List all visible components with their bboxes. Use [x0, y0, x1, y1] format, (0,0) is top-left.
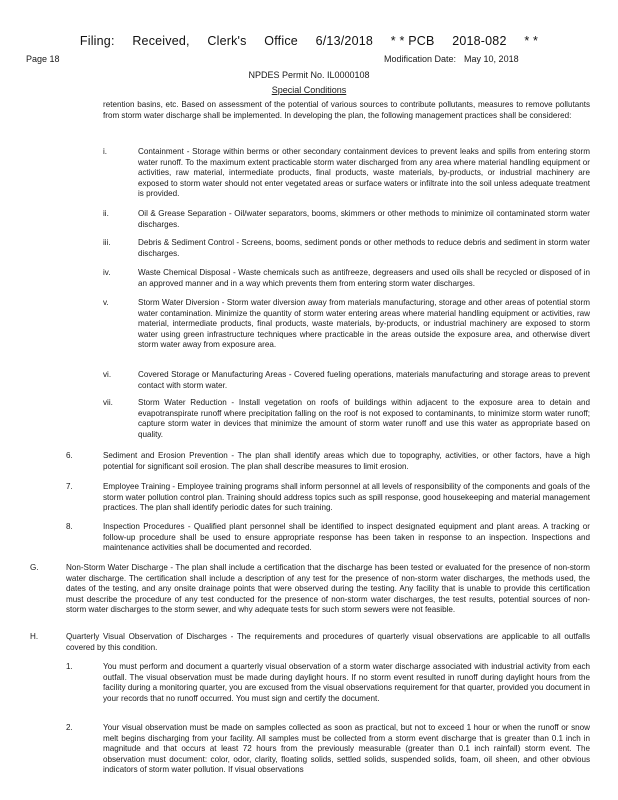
- section-g-letter: G.: [30, 563, 39, 572]
- item-iv-text: Waste Chemical Disposal - Waste chemicals such as antifreeze, degreasers and used oils shall be recycled or disposed of in an approved manner and in a way which prevents them from entering storm water discharges.: [138, 268, 590, 288]
- h-item-2-number: 2.: [66, 723, 73, 732]
- item-7-text: Employee Training - Employee training programs shall inform personnel at all levels of responsibility of the components and goals of the storm water pollution control plan. Training should address topics such as spill response, good housekeeping and material management practices. The plan shall identify periodic dates for such training.: [103, 482, 590, 513]
- page-number: Page 18: [26, 54, 60, 64]
- item-i-text: Containment - Storage within berms or other secondary containment devices to prevent leaks and spills from entering storm water runoff. To the maximum extent practicable storm water discharged from any area where material handling equipment or activities, raw material, intermediate products, final products, waste materials, by-products, or industrial machinery are exposed to storm water should not enter vegetated areas or surface waters or infiltrate into the soil unless adequate treatment is provided.: [138, 147, 590, 199]
- filing-received: Received,: [132, 34, 190, 48]
- item-iii-number: iii.: [103, 238, 111, 247]
- modification-date: [384, 54, 519, 64]
- item-v-text: Storm Water Diversion - Storm water diversion away from materials manufacturing, storage and other areas of potential storm water contamination. Minimize the quantity of storm water entering areas where material handling equipment or activities, raw material, intermediate products, final products, waste materials, by-products, or industrial machinery are exposed to storm water using green infrastructure techniques where practicable in the areas outside the exposure area, and otherwise divert storm water away from exposure area.: [138, 298, 590, 350]
- h-item-1-text: You must perform and document a quarterly visual observation of a storm water discharge associated with industrial activity from each outfall. The visual observation must be made during daylight hours. If no storm event resulted in runoff during daylight hours from the facility during a monitoring quarter, you are excused from the visual observations requirement for that quarter, provided you document in your records that no runoff occurred. You must sign and certify the document.: [103, 662, 590, 703]
- item-6-text: Sediment and Erosion Prevention - The plan shall identify areas which due to topography, activities, or other factors, have a high potential for significant soil erosion. The plan shall describe measures to limit erosion.: [103, 451, 590, 471]
- section-h-letter: H.: [30, 632, 39, 641]
- filing-number: 2018-082: [452, 34, 507, 48]
- item-8-number: 8.: [66, 522, 73, 531]
- section-g-text: Non-Storm Water Discharge - The plan shall include a certification that the discharge has been tested or evaluated for the presence of non-storm water discharge. The certification shall include a description of any test for the presence of non-storm water discharges, the methods used, the dates of the testing, and any onsite drainage points that were observed during the testing. Any facility that is unable to provide this certification must describe the procedure of any test conducted for the presence of non-storm water discharges, the test results, potential sources of non-storm water discharges to the storm sewer, and why adequate tests for such storm sewers were not feasible.: [66, 563, 590, 615]
- item-vii-number: vii.: [103, 398, 113, 407]
- filing-label: Filing:: [79, 34, 115, 48]
- item-vii-text: Storm Water Reduction - Install vegetation on roofs of buildings within adjacent to the exposure area to detain and evapotranspirate runoff where precipitation falling on the roof is not exposed to contaminants, to minimize storm water runoff; capture storm water in devices that minimize the amount of storm water runoff and use this water as appropriate based on quality.: [138, 398, 590, 439]
- item-v-number: v.: [103, 298, 109, 307]
- section-title: Special Conditions: [271, 85, 347, 95]
- modification-value: May 10, 2018: [464, 54, 519, 64]
- filing-clerks: Clerk's: [207, 34, 247, 48]
- h-item-2-text: Your visual observation must be made on samples collected as soon as practical, but not to exceed 1 hour or when the runoff or snow melt begins discharging from your facility. All samples must be collected from a storm event discharge that is greater than 0.1 inch in magnitude and that occurs at least 72 hours from the previously measurable (greater than 0.1 inch rainfall) storm event. The observation must document: color, odor, clarity, floating solids, settled solids, suspended solids, foam, oil sheen, and other obvious indicators of storm water pollution. If visual observations: [103, 723, 590, 775]
- item-i-number: i.: [103, 147, 108, 156]
- filing-pcb: * * PCB: [390, 34, 435, 48]
- item-iii-text: Debris & Sediment Control - Screens, booms, sediment ponds or other methods to reduce debris and sediment in storm water discharges.: [138, 238, 590, 258]
- item-vi-number: vi.: [103, 370, 112, 379]
- filing-date: 6/13/2018: [315, 34, 374, 48]
- item-6-number: 6.: [66, 451, 73, 460]
- item-ii-text: Oil & Grease Separation - Oil/water separators, booms, skimmers or other methods to minimize oil contaminated storm water discharges.: [138, 209, 590, 229]
- item-7-number: 7.: [66, 482, 73, 491]
- filing-office: Office: [264, 34, 298, 48]
- item-vi-text: Covered Storage or Manufacturing Areas - Covered fueling operations, materials manufacturing and storage areas to prevent contact with storm water.: [138, 370, 590, 390]
- item-ii-number: ii.: [103, 209, 109, 218]
- h-item-1-number: 1.: [66, 662, 73, 671]
- item-iv-number: iv.: [103, 268, 111, 277]
- permit-number: NPDES Permit No. IL0000108: [248, 70, 370, 80]
- filing-stars: * *: [524, 34, 539, 48]
- filing-stamp: [0, 34, 618, 48]
- modification-label: Modification Date:: [384, 54, 457, 64]
- item-8-text: Inspection Procedures - Qualified plant personnel shall be identified to inspect designated equipment and plant areas. A tracking or follow-up procedure shall be used to ensure appropriate response has been taken in response to an inspection. Inspections and maintenance activities shall be documented and recorded.: [103, 522, 590, 553]
- section-h-text: Quarterly Visual Observation of Discharges - The requirements and procedures of quarterly visual observations are applicable to all outfalls covered by this condition.: [66, 632, 590, 652]
- intro-paragraph: retention basins, etc. Based on assessment of the potential of various sources to contribute pollutants, measures to remove pollutants from storm water discharge shall be implemented. In developing the plan, the following management practices shall be considered:: [103, 100, 590, 120]
